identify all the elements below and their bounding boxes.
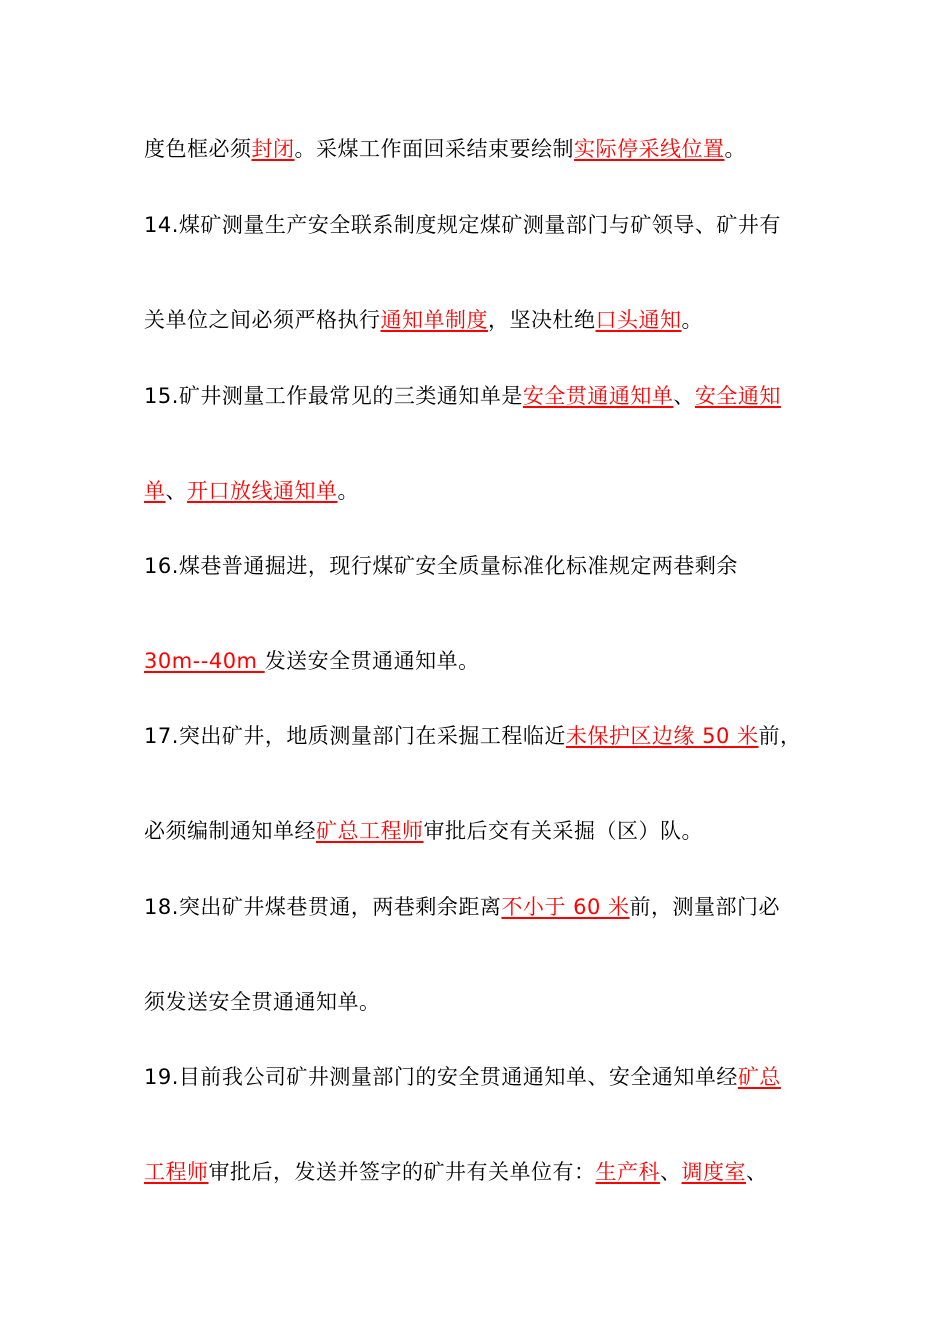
body-text: 17.突出矿井，地质测量部门在采掘工程临近 bbox=[144, 724, 566, 748]
answer-text: 安全贯通通知单 bbox=[522, 384, 674, 408]
answer-text: 实际停采线位置 bbox=[574, 137, 725, 161]
text-line-1 bbox=[144, 134, 746, 164]
text-line-4 bbox=[144, 381, 781, 411]
text-line-6 bbox=[144, 551, 738, 581]
text-line-8 bbox=[144, 721, 801, 751]
body-text: 16.煤巷普通掘进，现行煤矿安全质量标准化标准规定两巷剩余 bbox=[144, 554, 738, 578]
answer-text: 30m--40m bbox=[144, 649, 265, 673]
body-text: 。采煤工作面回采结束要绘制 bbox=[294, 137, 574, 161]
body-text: 、 bbox=[746, 1160, 768, 1184]
body-text: 、 bbox=[165, 479, 187, 503]
body-text: 14.煤矿测量生产安全联系制度规定煤矿测量部门与矿领导、矿井有 bbox=[144, 213, 781, 237]
answer-text: 调度室 bbox=[681, 1160, 746, 1184]
body-text: 。 bbox=[337, 479, 359, 503]
body-text: 、 bbox=[673, 384, 695, 408]
text-line-10 bbox=[144, 892, 780, 922]
body-text: 必须编制通知单经 bbox=[144, 819, 316, 843]
body-text: 度色框必须 bbox=[144, 137, 252, 161]
body-text: 须发送安全贯通通知单。 bbox=[144, 990, 381, 1014]
text-line-11 bbox=[144, 987, 381, 1017]
text-line-13 bbox=[144, 1157, 768, 1187]
answer-text: 通知单制度 bbox=[380, 308, 488, 332]
answer-text: 工程师 bbox=[144, 1160, 209, 1184]
body-text: 15.矿井测量工作最常见的三类通知单是 bbox=[144, 384, 523, 408]
answer-text: 未保护区边缘 50 米 bbox=[565, 724, 759, 748]
body-text: 前，测量部门必 bbox=[629, 895, 780, 919]
answer-text: 开口放线通知单 bbox=[187, 479, 338, 503]
answer-text: 生产科 bbox=[595, 1160, 660, 1184]
answer-text: 单 bbox=[144, 479, 166, 503]
text-line-9 bbox=[144, 816, 703, 846]
body-text: 18.突出矿井煤巷贯通，两巷剩余距离 bbox=[144, 895, 502, 919]
text-line-2 bbox=[144, 210, 781, 240]
body-text: 、 bbox=[660, 1160, 682, 1184]
answer-text: 矿总 bbox=[737, 1065, 781, 1089]
answer-text: 口头通知 bbox=[595, 308, 682, 332]
body-text: 。 bbox=[724, 137, 746, 161]
answer-text: 不小于 60 米 bbox=[501, 895, 630, 919]
body-text: 审批后交有关采掘（区）队。 bbox=[423, 819, 703, 843]
text-line-3 bbox=[144, 305, 703, 335]
answer-text: 封闭 bbox=[251, 137, 295, 161]
body-text: 19.目前我公司矿井测量部门的安全贯通通知单、安全通知单经 bbox=[144, 1065, 738, 1089]
body-text: 关单位之间必须严格执行 bbox=[144, 308, 381, 332]
body-text: 前， bbox=[758, 724, 802, 748]
answer-text: 安全通知 bbox=[694, 384, 781, 408]
body-text: ，坚决杜绝 bbox=[488, 308, 596, 332]
text-line-5 bbox=[144, 476, 359, 506]
body-text: 发送安全贯通通知单。 bbox=[264, 649, 480, 673]
text-line-12 bbox=[144, 1062, 781, 1092]
body-text: 。 bbox=[681, 308, 703, 332]
answer-text: 矿总工程师 bbox=[316, 819, 424, 843]
text-line-7 bbox=[144, 646, 480, 676]
body-text: 审批后，发送并签字的矿井有关单位有： bbox=[208, 1160, 596, 1184]
